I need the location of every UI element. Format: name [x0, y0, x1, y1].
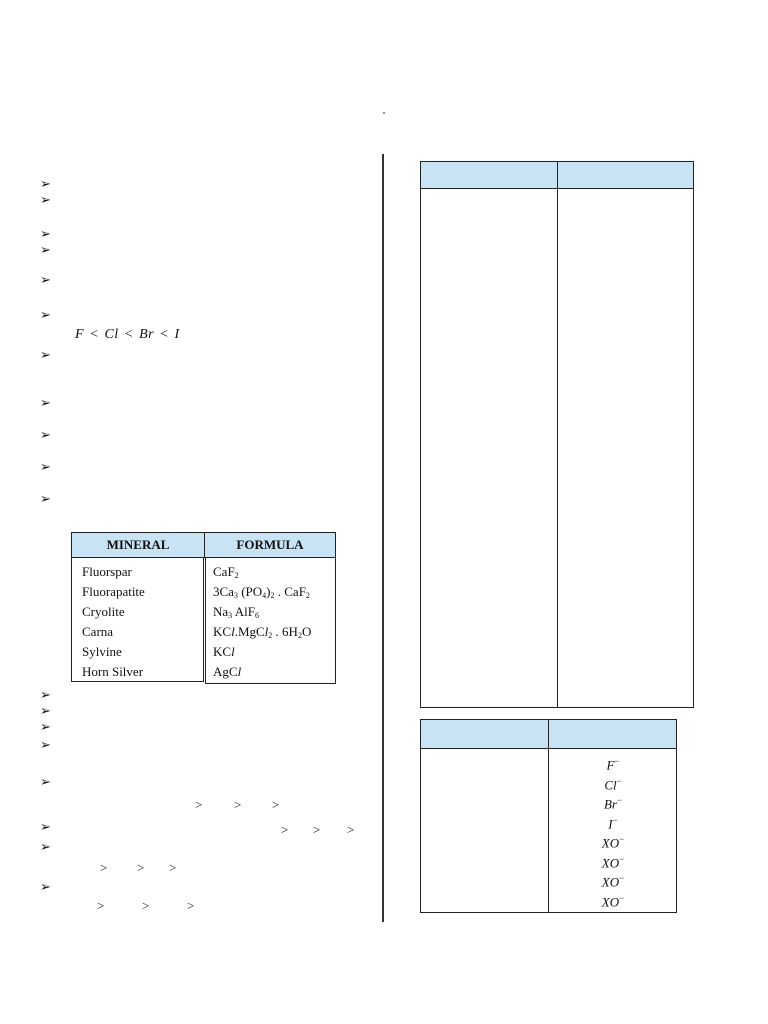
bullet-arrow-icon: ➢: [40, 192, 51, 207]
greater-than-sign: >: [195, 797, 203, 812]
ion-cell: XO−: [601, 853, 625, 870]
halide-order-formula: [75, 327, 180, 343]
bullet-arrow-icon: ➢: [40, 737, 51, 752]
greater-than-sign: >: [281, 822, 289, 837]
mineral-name-cell: Carna: [82, 624, 114, 639]
greater-than-sign: >: [347, 822, 355, 837]
greater-than-sign: >: [97, 898, 105, 913]
formula-header: FORMULA: [204, 532, 336, 558]
bullet-arrow-icon: ➢: [40, 242, 51, 257]
mineral-table: [71, 532, 336, 684]
less-than-sign: <: [160, 327, 169, 342]
greater-than-sign: >: [187, 898, 195, 913]
greater-than-sign: >: [137, 860, 145, 875]
mineral-formula-cell: KCl.MgCl$_2$ . $6H_2O$: [213, 624, 312, 640]
mineral-name-cell: Horn Silver: [82, 664, 144, 679]
ion-cell: F−: [606, 756, 620, 773]
bullet-arrow-icon: ➢: [40, 347, 51, 362]
bullet-arrow-icon: ➢: [40, 272, 51, 287]
mineral-header: MINERAL: [71, 532, 205, 558]
bullet-arrow-icon: ➢: [40, 491, 51, 506]
column-divider: [382, 154, 384, 922]
halide-symbol: I: [174, 327, 180, 342]
bullet-arrow-icon: ➢: [40, 687, 51, 702]
bullet-arrow-icon: ➢: [40, 427, 51, 442]
ion-cell: Cl−: [604, 775, 622, 792]
ion-cell: XO−: [601, 873, 625, 890]
greater-than-sign: >: [272, 797, 280, 812]
less-than-sign: <: [124, 327, 134, 342]
mineral-formula-cell: $3Ca_3$ $(PO_4)_2$ . CaF$_2$: [213, 584, 310, 600]
mineral-name-cell: Sylvine: [82, 644, 122, 659]
ion-cell: I−: [608, 814, 618, 831]
bullet-arrow-icon: ➢: [40, 774, 51, 789]
ion-cell: XO−: [601, 834, 625, 851]
bullet-arrow-icon: ➢: [40, 839, 51, 854]
bullet-arrow-icon: ➢: [40, 395, 51, 410]
bullet-arrow-icon: ➢: [40, 703, 51, 718]
greater-than-sign: >: [100, 860, 108, 875]
bullet-arrow-icon: ➢: [40, 879, 51, 894]
greater-than-sign: >: [234, 797, 242, 812]
mineral-formula-cell: $Na_3$ AlF$_6$: [213, 604, 259, 620]
halide-symbol: Br: [139, 327, 155, 342]
right-table-top-divider: [557, 162, 558, 707]
mineral-formula-cell: AgCl: [213, 664, 242, 679]
bullet-arrow-icon: ➢: [40, 307, 51, 322]
mineral-formula-cell: CaF$_2$: [213, 564, 239, 580]
mineral-name-cell: Fluorapatite: [82, 584, 145, 599]
greater-than-sign: >: [313, 822, 321, 837]
less-than-sign: <: [90, 327, 99, 342]
right-table-top: [420, 161, 694, 708]
ion-table: [420, 719, 677, 913]
mineral-name-cell: Cryolite: [82, 604, 125, 619]
stray-dot: [383, 112, 385, 114]
mineral-name-cell: Fluorspar: [82, 564, 132, 579]
halide-symbol: F: [75, 327, 85, 342]
halide-symbol: Cl: [104, 327, 119, 342]
ion-cell: XO−: [601, 892, 625, 909]
bullet-arrow-icon: ➢: [40, 819, 51, 834]
greater-than-sign: >: [142, 898, 150, 913]
bullet-arrow-icon: ➢: [40, 719, 51, 734]
bullet-arrow-icon: ➢: [40, 176, 51, 191]
ion-cell: Br−: [603, 795, 623, 812]
bullet-arrow-icon: ➢: [40, 459, 51, 474]
mineral-formula-cell: KCl: [213, 644, 235, 659]
greater-than-sign: >: [169, 860, 177, 875]
bullet-arrow-icon: ➢: [40, 226, 51, 241]
